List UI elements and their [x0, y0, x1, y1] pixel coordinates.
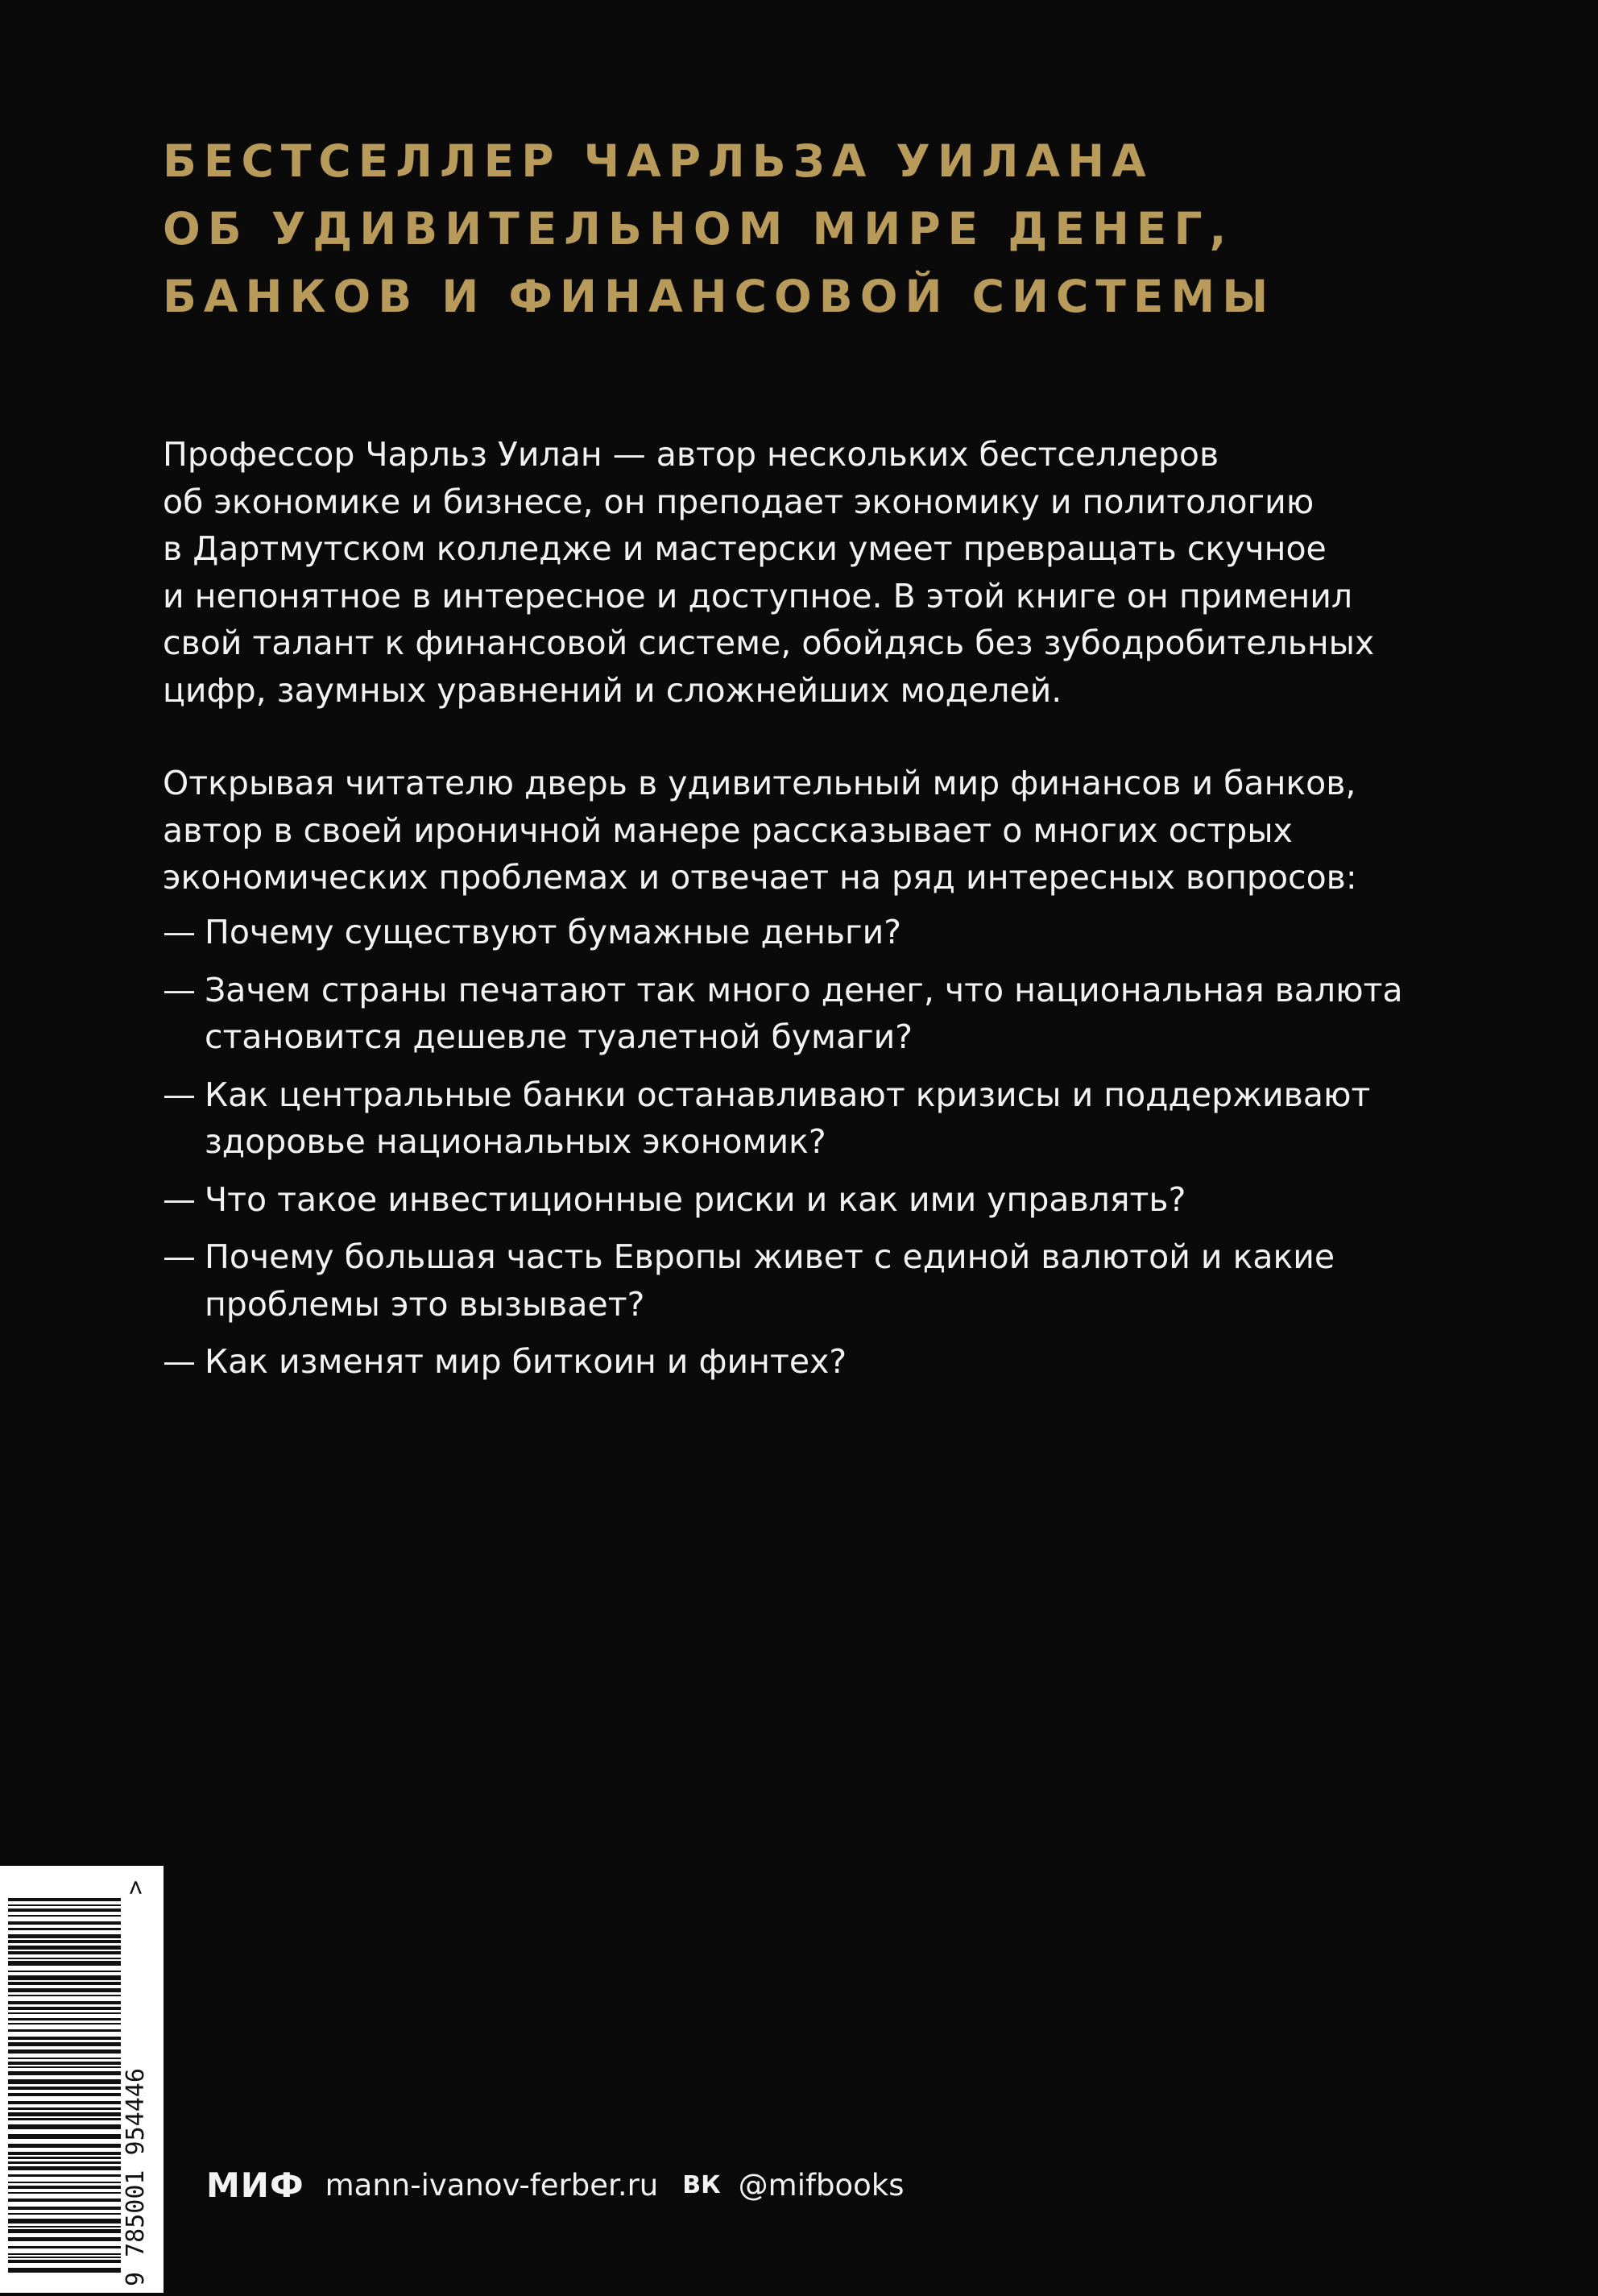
intro-paragraph	[163, 760, 1468, 901]
bullet-dash: —	[163, 1237, 196, 1276]
website-link[interactable]: mann-ivanov-ferber.ru	[325, 2167, 659, 2203]
barcode-bar	[8, 1921, 121, 1925]
publisher-logo: МИФ	[206, 2165, 304, 2205]
question-line: здоровье национальных экономик?	[205, 1122, 826, 1161]
barcode-bar	[8, 2001, 121, 2004]
barcode-bar	[8, 2049, 121, 2054]
barcode-bar	[8, 2207, 121, 2210]
barcode-bar	[8, 1904, 121, 1906]
paragraph-line: об экономике и бизнесе, он преподает экономику и политологию	[163, 482, 1314, 521]
barcode-bar	[8, 2246, 121, 2248]
isbn-number: 9 785001 954446	[122, 2068, 150, 2286]
question-list	[163, 909, 1468, 1396]
question-line: становится дешевле туалетной бумаги?	[205, 1017, 913, 1056]
list-item	[163, 1338, 1468, 1386]
barcode-bar	[8, 1908, 121, 1912]
barcode-bar	[8, 2199, 121, 2202]
barcode-bar	[8, 2087, 121, 2090]
barcode-bar	[8, 1951, 121, 1954]
bullet-dash: —	[163, 1075, 196, 1114]
list-item	[163, 1071, 1468, 1166]
paragraph-line: автор в своей ироничной манере рассказывает о многих острых	[163, 810, 1293, 850]
headline	[163, 127, 1451, 330]
paragraph-line: Открывая читателю дверь в удивительный мир финансов и банков,	[163, 764, 1356, 802]
barcode-bar	[8, 1958, 121, 1959]
list-item	[163, 1233, 1468, 1328]
barcode-bar	[8, 2093, 121, 2096]
barcode-bar	[8, 1988, 121, 1992]
barcode-bar	[8, 1928, 121, 1930]
barcode-bar	[8, 2182, 121, 2183]
bullet-dash: —	[163, 970, 196, 1009]
barcode-bar	[8, 2062, 121, 2065]
question-line: Как изменят мир биткоин и финтех?	[205, 1342, 847, 1381]
barcode-bar	[8, 2213, 121, 2215]
barcode-bar	[8, 2226, 121, 2228]
headline-line: БАНКОВ И ФИНАНСОВОЙ СИСТЕМЫ	[163, 271, 1276, 322]
barcode-bar	[8, 1982, 121, 1985]
barcode-bar	[8, 2134, 121, 2139]
paragraph-line: цифр, заумных уравнений и сложнейших моделей.	[163, 670, 1062, 710]
vk-icon[interactable]: ВК	[682, 2170, 721, 2199]
paragraph-line: экономических проблемах и отвечает на ряд интересных вопросов:	[163, 858, 1357, 897]
barcode-bar	[8, 1915, 121, 1917]
barcode-bar	[8, 2118, 121, 2120]
barcode-bar	[8, 2071, 121, 2075]
headline-line: БЕСТСЕЛЛЕР ЧАРЛЬЗА УИЛАНА	[163, 135, 1153, 187]
barcode	[0, 1866, 164, 2293]
headline-line: ОБ УДИВИТЕЛЬНОМ МИРЕ ДЕНЕГ,	[163, 203, 1234, 255]
barcode-bar	[8, 1940, 121, 1943]
question-line: Что такое инвестиционные риски и как ими управлять?	[205, 1179, 1186, 1219]
barcode-bar	[8, 2042, 121, 2046]
publisher-footer	[206, 2161, 904, 2209]
barcode-bar	[8, 1934, 121, 1938]
barcode-bar	[8, 2219, 121, 2223]
barcode-bar	[8, 1898, 121, 1901]
bullet-dash: —	[163, 913, 196, 951]
barcode-bar	[8, 2229, 121, 2233]
barcode-bar	[8, 1995, 121, 1996]
question-line: Почему большая часть Европы живет с единой валютой и какие	[205, 1237, 1335, 1276]
paragraph-line: и непонятное в интересное и доступное. В этой книге он применил	[163, 576, 1353, 615]
question-line: Зачем страны печатают так много денег, что национальная валюта	[205, 970, 1403, 1009]
barcode-quiet-mark: >	[122, 1879, 150, 1895]
barcode-bar	[8, 2066, 121, 2068]
barcode-bar	[8, 2023, 121, 2025]
barcode-bar	[8, 2079, 121, 2084]
barcode-bar	[8, 2237, 121, 2241]
barcode-bar	[8, 2161, 121, 2164]
list-item	[163, 967, 1468, 1061]
barcode-bar	[8, 2257, 121, 2258]
barcode-bar	[8, 2192, 121, 2194]
barcode-bar	[8, 2112, 121, 2116]
barcode-bar	[8, 1946, 121, 1950]
barcode-bar	[8, 2186, 121, 2189]
question-line: Почему существуют бумажные деньги?	[205, 913, 901, 951]
barcode-bar	[8, 2037, 121, 2040]
question-line: Как центральные банки останавливают кризисы и поддерживают	[205, 1075, 1371, 1114]
barcode-graphic	[0, 1866, 164, 2293]
barcode-bar	[8, 1971, 121, 1972]
description-paragraph	[163, 431, 1468, 714]
barcode-bar	[8, 2268, 121, 2273]
barcode-bar	[8, 2144, 121, 2148]
paragraph-line: свой талант к финансовой системе, обойдясь без зубодробительных	[163, 624, 1375, 662]
barcode-bar	[8, 2260, 121, 2263]
paragraph-line: в Дартмутском колледже и мастерски умеет превращать скучное	[163, 529, 1327, 568]
paragraph-line: Профессор Чарльз Уилан — автор нескольких бестселлеров	[163, 435, 1219, 474]
social-handle[interactable]: @mifbooks	[738, 2167, 905, 2203]
barcode-bar	[8, 1975, 121, 1980]
barcode-bar	[8, 2152, 121, 2155]
bullet-dash: —	[163, 1342, 196, 1381]
barcode-bar	[8, 2107, 121, 2110]
barcode-bar	[8, 1961, 121, 1966]
barcode-bar	[8, 2018, 121, 2020]
question-line: проблемы это вызывает?	[205, 1284, 645, 1324]
bullet-dash: —	[163, 1179, 196, 1219]
barcode-bar	[8, 2029, 121, 2032]
barcode-bar	[8, 2058, 121, 2059]
barcode-bar	[8, 2253, 121, 2255]
barcode-bar	[8, 2124, 121, 2129]
barcode-bar	[8, 2174, 121, 2177]
list-item	[163, 1176, 1468, 1224]
barcode-bar	[8, 2007, 121, 2010]
barcode-bar	[8, 2101, 121, 2104]
barcode-bar	[8, 2166, 121, 2170]
barcode-bar	[8, 2157, 121, 2159]
list-item	[163, 909, 1468, 956]
barcode-bar	[8, 2012, 121, 2014]
